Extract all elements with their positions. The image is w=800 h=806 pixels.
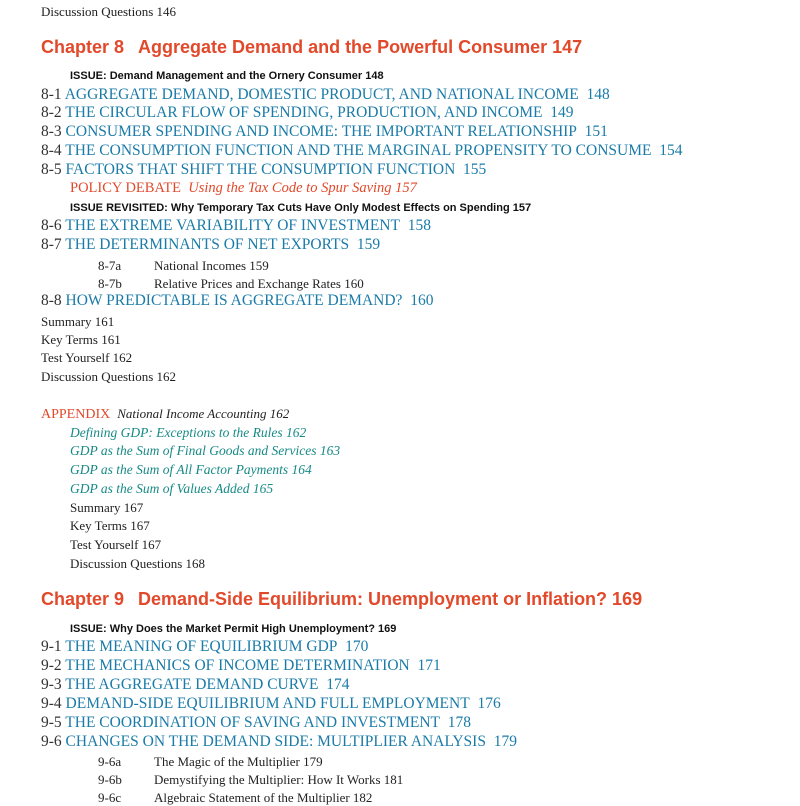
discussion-questions-entry: Discussion Questions 146	[41, 4, 177, 19]
section-9-5: 9-5 THE COORDINATION OF SAVING AND INVESTMENT 178	[41, 714, 472, 731]
chapter-9-label: Chapter 9	[41, 589, 125, 609]
chapter-8-label: Chapter 8	[41, 37, 125, 57]
chapter-8-title: Aggregate Demand and the Powerful Consumer 147	[138, 37, 583, 57]
subsection-9-6c: 9-6c Algebraic Statement of the Multiplier 182	[98, 790, 373, 805]
appendix-test-yourself: Test Yourself 167	[70, 537, 162, 552]
appendix-topic-1: Defining GDP: Exceptions to the Rules 162	[70, 425, 307, 440]
ch8-discussion-questions: Discussion Questions 162	[41, 369, 177, 384]
appendix-topic-4: GDP as the Sum of Values Added 165	[70, 481, 274, 496]
subsection-8-7a: 8-7a National Incomes 159	[98, 258, 269, 273]
subsection-8-7b: 8-7b Relative Prices and Exchange Rates 160	[98, 276, 364, 291]
policy-debate-label: POLICY DEBATE	[70, 180, 182, 196]
chapter-9-heading	[41, 589, 642, 610]
policy-debate-title: Using the Tax Code to Spur Saving 157	[188, 180, 417, 196]
chapter-9-issue: ISSUE: Why Does the Market Permit High Unemployment? 169	[70, 623, 397, 635]
section-8-7: 8-7 THE DETERMINANTS OF NET EXPORTS 159	[41, 236, 381, 253]
appendix-topic-2: GDP as the Sum of Final Goods and Services 163	[70, 443, 341, 458]
section-9-2: 9-2 THE MECHANICS OF INCOME DETERMINATION 171	[41, 657, 441, 674]
section-8-8: 8-8 HOW PREDICTABLE IS AGGREGATE DEMAND? 160	[41, 292, 434, 309]
section-9-4: 9-4 DEMAND-SIDE EQUILIBRIUM AND FULL EMPLOYMENT 176	[41, 695, 501, 712]
ch8-summary: Summary 161	[41, 314, 115, 329]
chapter-9-title: Demand-Side Equilibrium: Unemployment or Inflation? 169	[138, 589, 643, 609]
subsection-9-6a: 9-6a The Magic of the Multiplier 179	[98, 754, 323, 769]
ch8-test-yourself: Test Yourself 162	[41, 350, 133, 365]
appendix-label: APPENDIX	[41, 407, 111, 422]
appendix-summary: Summary 167	[70, 500, 144, 515]
section-8-5: 8-5 FACTORS THAT SHIFT THE CONSUMPTION FUNCTION 155	[41, 161, 487, 178]
appendix-topic-3: GDP as the Sum of All Factor Payments 164	[70, 462, 312, 477]
section-8-1: 8-1 AGGREGATE DEMAND, DOMESTIC PRODUCT, AND NATIONAL INCOME 148	[41, 86, 610, 103]
subsection-9-6b: 9-6b Demystifying the Multiplier: How It Works 181	[98, 772, 404, 787]
appendix-heading	[41, 406, 289, 423]
chapter-8-issue-revisited: ISSUE REVISITED: Why Temporary Tax Cuts Have Only Modest Effects on Spending 157	[70, 202, 532, 214]
ch8-key-terms: Key Terms 161	[41, 332, 121, 347]
section-8-2: 8-2 THE CIRCULAR FLOW OF SPENDING, PRODUCTION, AND INCOME 149	[41, 104, 574, 121]
chapter-8-issue: ISSUE: Demand Management and the Ornery Consumer 148	[70, 70, 384, 82]
section-9-1: 9-1 THE MEANING OF EQUILIBRIUM GDP 170	[41, 638, 369, 655]
section-9-3: 9-3 THE AGGREGATE DEMAND CURVE 174	[41, 676, 350, 693]
section-8-4: 8-4 THE CONSUMPTION FUNCTION AND THE MARGINAL PROPENSITY TO CONSUME 154	[41, 142, 683, 159]
appendix-discussion-questions: Discussion Questions 168	[70, 556, 206, 571]
appendix-key-terms: Key Terms 167	[70, 518, 150, 533]
chapter-8-heading	[41, 37, 582, 58]
policy-debate-entry	[70, 180, 417, 197]
section-9-6: 9-6 CHANGES ON THE DEMAND SIDE: MULTIPLIER ANALYSIS 179	[41, 733, 517, 750]
section-8-3: 8-3 CONSUMER SPENDING AND INCOME: THE IMPORTANT RELATIONSHIP 151	[41, 123, 608, 140]
section-8-6: 8-6 THE EXTREME VARIABILITY OF INVESTMENT 158	[41, 217, 431, 234]
appendix-title: National Income Accounting 162	[117, 406, 290, 421]
